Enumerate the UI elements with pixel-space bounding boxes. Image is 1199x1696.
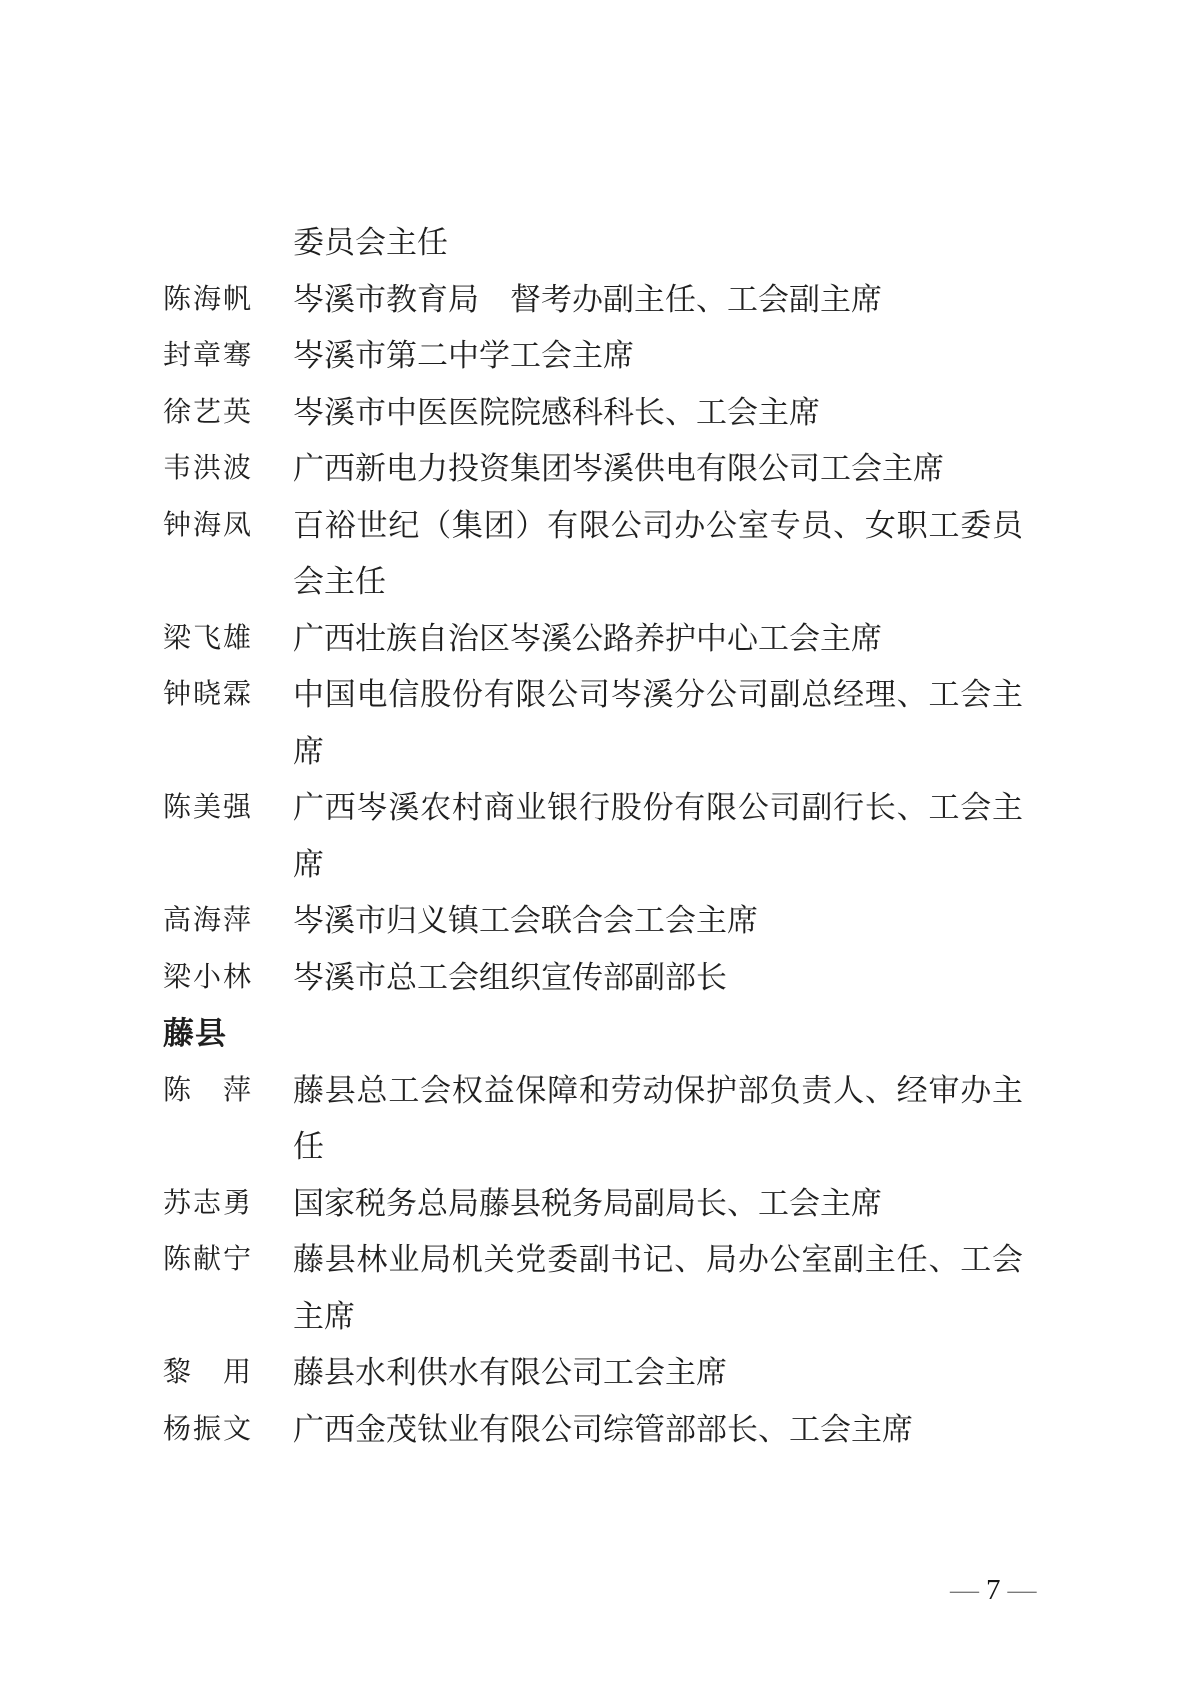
list-entry-row: [163, 441, 1043, 498]
entry-name: 杨振文: [163, 1413, 251, 1445]
entry-title: 藤县林业局机关党委副书记、局办公室副主任、工会主席: [293, 1242, 1023, 1334]
entry-title: 广西金茂钛业有限公司综管部部长、工会主席: [293, 1411, 913, 1447]
entry-name: 封章骞: [163, 340, 251, 371]
list-entry-row: [163, 1063, 1043, 1176]
entry-title: 国家税务总局藤县税务局副局长、工会主席: [293, 1185, 882, 1221]
list-entry-row: [163, 611, 1043, 668]
entry-name: 梁小林: [163, 961, 251, 993]
list-entry-row: [163, 950, 1043, 1007]
entry-title: 藤县总工会权益保障和劳动保护部负责人、经审办主任: [293, 1072, 1023, 1164]
entry-name: 苏志勇: [163, 1187, 251, 1219]
entry-title: 广西壮族自治区岑溪公路养护中心工会主席: [293, 620, 882, 656]
entry-title: 委员会主任: [293, 225, 448, 260]
list-entry-row: [163, 1345, 1043, 1402]
roster-list: [163, 215, 1043, 1458]
page-number-dash-right: —: [1007, 1574, 1037, 1606]
list-entry-row: [163, 893, 1043, 950]
list-entry-row: [163, 780, 1043, 893]
list-entry-row: [163, 328, 1043, 385]
list-entry-row: [163, 385, 1043, 442]
entry-name: 梁飞雄: [163, 622, 251, 654]
entry-name: 徐艺英: [163, 396, 251, 428]
entry-name: 钟海凤: [163, 509, 251, 541]
entry-title: 百裕世纪（集团）有限公司办公室专员、女职工委员会主任: [293, 507, 1023, 599]
entry-title: 广西新电力投资集团岑溪供电有限公司工会主席: [293, 451, 944, 486]
list-entry-row: [163, 1232, 1043, 1345]
list-entry-row: [163, 215, 1043, 272]
list-entry-row: [163, 1402, 1043, 1459]
entry-name: 陈海帆: [163, 283, 251, 315]
list-entry-row: [163, 1176, 1043, 1233]
entry-name: 高海萍: [163, 905, 251, 936]
page-number-dash-left: —: [950, 1574, 979, 1606]
list-entry-row: [163, 498, 1043, 611]
entry-name: 韦洪波: [163, 453, 251, 484]
entry-name: 钟晓霖: [163, 679, 251, 710]
page-number: [950, 1572, 1037, 1608]
entry-title: 岑溪市中医医院院感科科长、工会主席: [293, 394, 820, 430]
entry-name: 黎 用: [163, 1357, 251, 1388]
entry-name: 陈献宁: [163, 1244, 251, 1275]
entry-name: 陈 萍: [163, 1074, 251, 1106]
page-number-value: 7: [986, 1574, 1001, 1606]
entry-title: 岑溪市教育局 督考办副主任、工会副主席: [293, 281, 882, 317]
entry-title: 岑溪市第二中学工会主席: [293, 338, 634, 373]
entry-title: 中国电信股份有限公司岑溪分公司副总经理、工会主席: [293, 677, 1023, 769]
list-entry-row: [163, 272, 1043, 329]
entry-title: 广西岑溪农村商业银行股份有限公司副行长、工会主席: [293, 790, 1023, 882]
entry-title: 岑溪市总工会组织宣传部副部长: [293, 959, 727, 995]
section-header: 藤县: [163, 1016, 227, 1051]
list-entry-row: [163, 667, 1043, 780]
entry-title: 岑溪市归义镇工会联合会工会主席: [293, 903, 758, 938]
entry-title: 藤县水利供水有限公司工会主席: [293, 1355, 727, 1390]
entry-name: 陈美强: [163, 792, 251, 823]
